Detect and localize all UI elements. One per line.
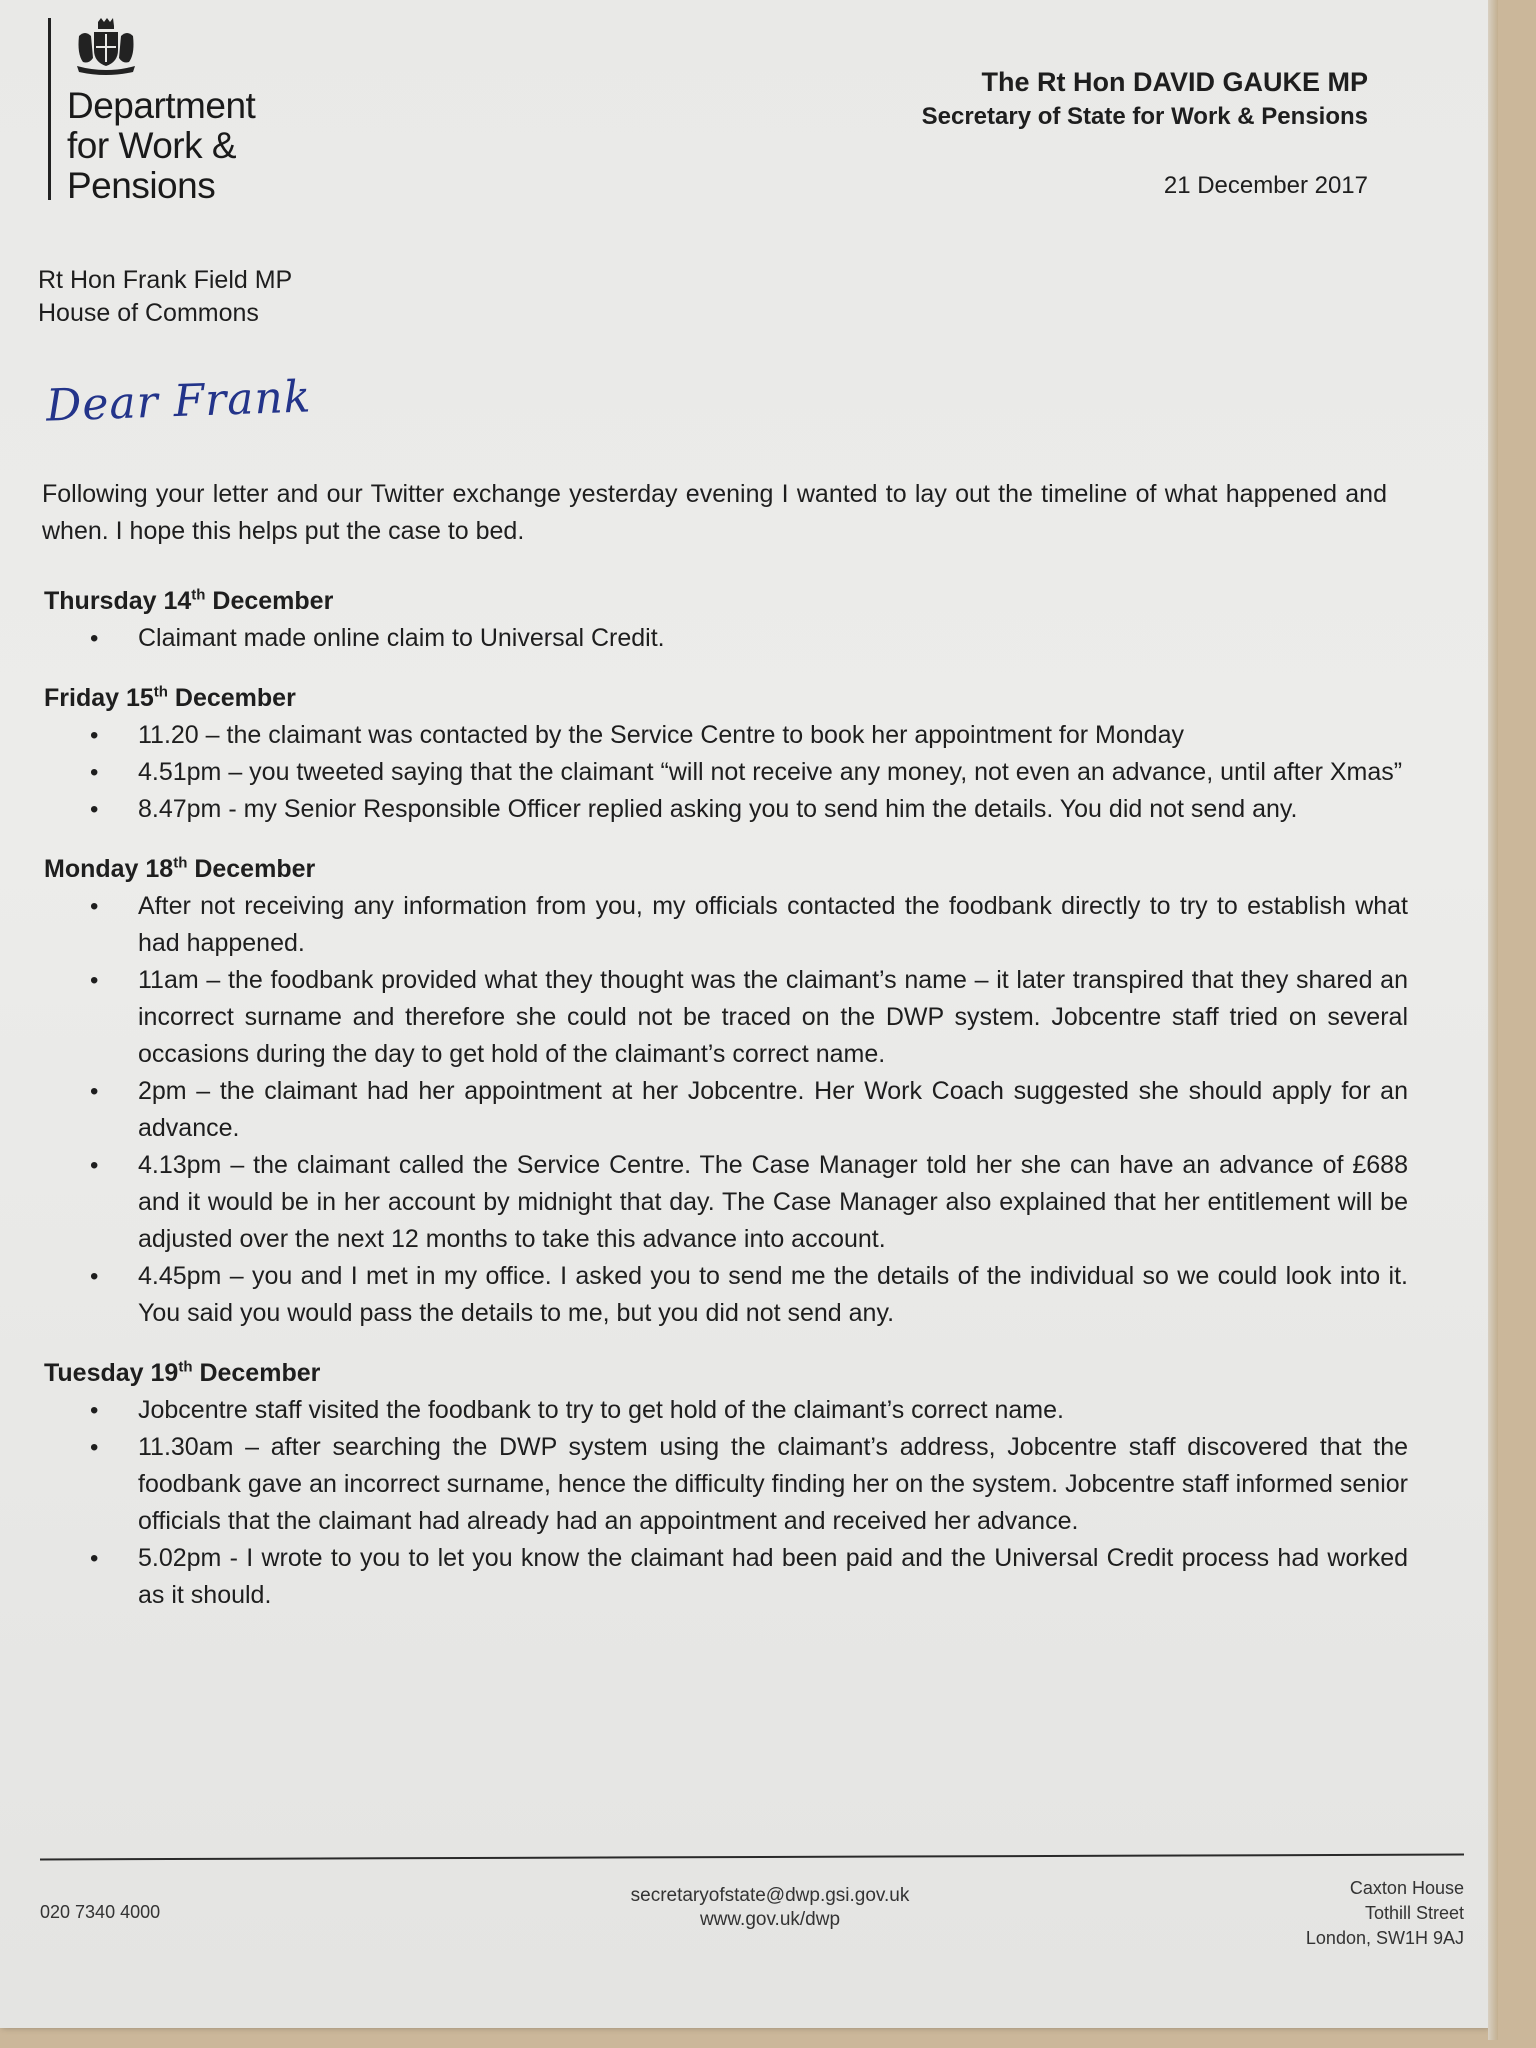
section-item-list <box>44 888 1408 1332</box>
footer-address <box>1306 1876 1464 1951</box>
section-day: Tuesday 19 <box>44 1359 179 1387</box>
royal-coat-of-arms-icon <box>71 18 141 76</box>
section-heading <box>44 681 1408 715</box>
section-month: December <box>187 855 316 883</box>
list-item: • 8.47pm - my Senior Responsible Officer replied asking you to send him the details. You did not send any. <box>44 791 1408 828</box>
section-day: Monday 18 <box>44 855 174 883</box>
address-line: Caxton House <box>1349 1878 1464 1898</box>
handwritten-salutation: Dear Frank <box>45 371 313 432</box>
section-day: Thursday 14 <box>44 587 192 615</box>
recipient-name: Rt Hon Frank Field MP <box>38 266 293 294</box>
sender-block <box>922 64 1368 134</box>
section-heading <box>44 852 1408 886</box>
section-day-suffix: th <box>173 854 188 872</box>
list-item: • 11.30am – after searching the DWP system using the claimant’s address, Jobcentre staff discovered that the foodbank gave an incorrect surname, hence the difficulty finding her on the system. Jobcentre staff informed senior officials that the claimant had already had an appointment and received her advance. <box>44 1429 1408 1540</box>
section-month: December <box>192 1359 321 1387</box>
letter-date: 21 December 2017 <box>1163 172 1368 199</box>
section-heading <box>44 584 1408 618</box>
section-day: Friday 15 <box>44 684 154 712</box>
section-heading <box>44 1356 1408 1390</box>
address-line: Tothill Street <box>1364 1903 1464 1923</box>
department-name: Department for Work & Pensions <box>67 85 256 206</box>
list-item: • 11.20 – the claimant was contacted by the Service Centre to book her appointment for Monday <box>44 717 1408 754</box>
recipient-address: House of Commons <box>38 299 259 327</box>
list-item: • 4.13pm – the claimant called the Service Centre. The Case Manager told her she can have an advance of £688 and it would be in her account by midnight that day. The Case Manager also explained that her entitlement will be adjusted over the next 12 months to take this advance into account. <box>44 1147 1408 1258</box>
sender-role: Secretary of State for Work & Pensions <box>921 103 1368 130</box>
footer-phone: 020 7340 4000 <box>40 1902 161 1922</box>
list-item: • 2pm – the claimant had her appointment at her Jobcentre. Her Work Coach suggested she should apply for an advance. <box>44 1073 1408 1147</box>
timeline-section <box>44 1356 1408 1614</box>
section-item-list <box>44 1392 1408 1614</box>
footer-website: www.gov.uk/dwp <box>699 1909 841 1930</box>
paper-edge <box>1488 0 1498 2040</box>
timeline-section <box>44 584 1408 657</box>
list-item: • Claimant made online claim to Universal Credit. <box>44 620 1408 657</box>
section-item-list <box>44 620 1408 657</box>
section-month: December <box>205 587 334 615</box>
list-item: • 4.51pm – you tweeted saying that the claimant “will not receive any money, not even an advance, until after Xmas” <box>44 754 1408 791</box>
sender-name: The Rt Hon DAVID GAUKE MP <box>981 67 1368 97</box>
section-month: December <box>167 684 296 712</box>
dwp-logo <box>48 18 256 206</box>
timeline-section <box>44 681 1408 828</box>
section-day-suffix: th <box>178 1358 193 1376</box>
intro-paragraph: Following your letter and our Twitter exchange yesterday evening I wanted to lay out the timeline of what happened and when. I hope this helps put the case to bed. <box>42 480 1387 545</box>
section-day-suffix: th <box>191 586 206 604</box>
list-item: • 4.45pm – you and I met in my office. I asked you to send me the details of the individual so we could look into it. You said you would pass the details to me, but you did not send any. <box>44 1258 1408 1332</box>
list-item: • After not receiving any information from you, my officials contacted the foodbank directly to try to establish what had happened. <box>44 888 1408 962</box>
footer-contact <box>560 1884 980 1932</box>
address-line: London, SW1H 9AJ <box>1305 1928 1464 1948</box>
section-item-list <box>44 717 1408 828</box>
timeline <box>44 584 1408 1638</box>
list-item: • 5.02pm - I wrote to you to let you know the claimant had been paid and the Universal Credit process had worked as it should. <box>44 1540 1408 1614</box>
footer-divider <box>40 1854 1464 1861</box>
section-day-suffix: th <box>153 683 168 701</box>
footer-email: secretaryofstate@dwp.gsi.gov.uk <box>630 1885 910 1906</box>
timeline-section <box>44 852 1408 1332</box>
list-item: • 11am – the foodbank provided what they thought was the claimant’s name – it later transpired that they shared an incorrect surname and therefore she could not be traced on the DWP system. Jobcentre staff tried on several occasions during the day to get hold of the claimant’s correct name. <box>44 962 1408 1073</box>
recipient-block <box>38 264 292 330</box>
list-item: • Jobcentre staff visited the foodbank to try to get hold of the claimant’s correct name. <box>44 1392 1408 1429</box>
